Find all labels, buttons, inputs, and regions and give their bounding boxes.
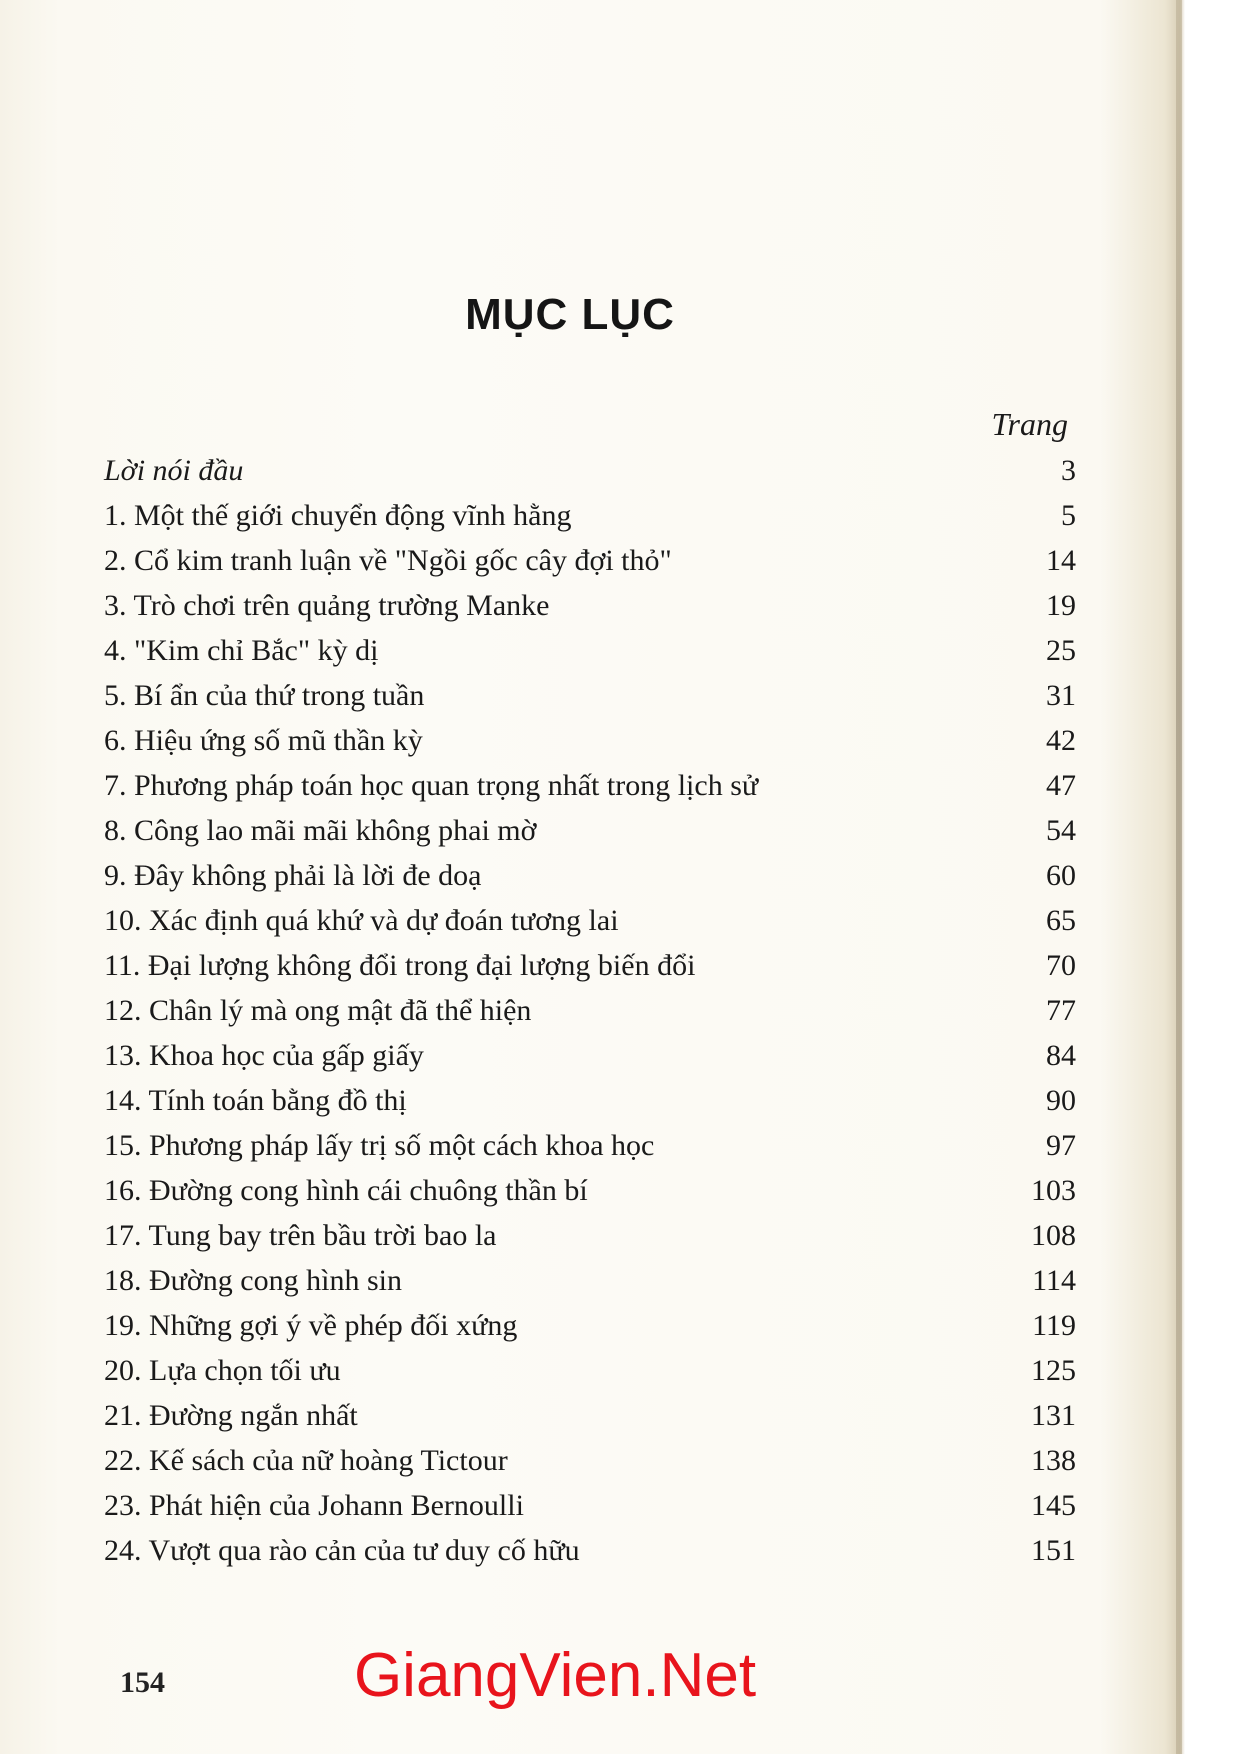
toc-entry-page: 31 bbox=[1046, 679, 1076, 712]
toc-entry-label: 10. Xác định quá khứ và dự đoán tương lai bbox=[104, 904, 619, 937]
toc-entry-label: 20. Lựa chọn tối ưu bbox=[104, 1354, 341, 1387]
toc-entry-page: 70 bbox=[1046, 949, 1076, 982]
toc-entry-label: 21. Đường ngắn nhất bbox=[104, 1399, 358, 1432]
toc-entry-page: 145 bbox=[1031, 1489, 1076, 1522]
toc-entry-page: 19 bbox=[1046, 589, 1076, 622]
toc-entry-label: 16. Đường cong hình cái chuông thần bí bbox=[104, 1174, 588, 1207]
toc-row bbox=[104, 583, 1076, 628]
page-number: 154 bbox=[120, 1666, 165, 1699]
toc-entry-label: 8. Công lao mãi mãi không phai mờ bbox=[104, 814, 537, 847]
toc-row bbox=[104, 1258, 1076, 1303]
toc-entry-label: 18. Đường cong hình sin bbox=[104, 1264, 402, 1297]
toc-entry-page: 119 bbox=[1032, 1309, 1076, 1342]
toc-row bbox=[104, 628, 1076, 673]
toc-row bbox=[104, 763, 1076, 808]
toc-entry-page: 138 bbox=[1031, 1444, 1076, 1477]
table-of-contents bbox=[104, 448, 1076, 1573]
watermark-text: GiangVien.Net bbox=[353, 1641, 757, 1710]
toc-entry-page: 131 bbox=[1031, 1399, 1076, 1432]
toc-entry-label: 13. Khoa học của gấp giấy bbox=[104, 1039, 424, 1072]
toc-row bbox=[104, 1078, 1076, 1123]
toc-row bbox=[104, 808, 1076, 853]
page-title: MỤC LỤC bbox=[465, 290, 675, 339]
toc-row bbox=[104, 538, 1076, 583]
toc-entry-page: 25 bbox=[1046, 634, 1076, 667]
toc-entry-label: 17. Tung bay trên bầu trời bao la bbox=[104, 1219, 497, 1252]
toc-entry-label: 2. Cổ kim tranh luận về "Ngồi gốc cây đợi thỏ" bbox=[104, 544, 672, 577]
toc-row bbox=[104, 493, 1076, 538]
toc-row bbox=[104, 1123, 1076, 1168]
toc-entry-page: 14 bbox=[1046, 544, 1076, 577]
toc-entry-label: 23. Phát hiện của Johann Bernoulli bbox=[104, 1489, 524, 1522]
toc-entry-label: 22. Kế sách của nữ hoàng Tictour bbox=[104, 1444, 508, 1477]
toc-entry-page: 90 bbox=[1046, 1084, 1076, 1117]
toc-entry-label: 9. Đây không phải là lời đe doạ bbox=[104, 859, 482, 892]
toc-entry-label: 1. Một thế giới chuyển động vĩnh hằng bbox=[104, 499, 572, 532]
toc-entry-label: 19. Những gợi ý về phép đối xứng bbox=[104, 1309, 518, 1342]
toc-row bbox=[104, 448, 1076, 493]
toc-row bbox=[104, 1483, 1076, 1528]
toc-entry-label: 3. Trò chơi trên quảng trường Manke bbox=[104, 589, 550, 622]
toc-entry-label: Lời nói đầu bbox=[104, 454, 244, 487]
toc-row bbox=[104, 673, 1076, 718]
toc-entry-page: 60 bbox=[1046, 859, 1076, 892]
toc-entry-page: 108 bbox=[1031, 1219, 1076, 1252]
toc-entry-page: 65 bbox=[1046, 904, 1076, 937]
toc-entry-label: 14. Tính toán bằng đồ thị bbox=[104, 1084, 407, 1117]
toc-entry-label: 6. Hiệu ứng số mũ thần kỳ bbox=[104, 724, 423, 757]
toc-row bbox=[104, 1168, 1076, 1213]
toc-entry-label: 15. Phương pháp lấy trị số một cách khoa học bbox=[104, 1129, 655, 1162]
toc-row bbox=[104, 1303, 1076, 1348]
toc-row bbox=[104, 1033, 1076, 1078]
toc-entry-page: 3 bbox=[1061, 454, 1076, 487]
toc-entry-page: 84 bbox=[1046, 1039, 1076, 1072]
toc-row bbox=[104, 1213, 1076, 1258]
toc-entry-label: 12. Chân lý mà ong mật đã thể hiện bbox=[104, 994, 532, 1027]
toc-row bbox=[104, 1438, 1076, 1483]
toc-entry-page: 103 bbox=[1031, 1174, 1076, 1207]
toc-entry-label: 24. Vượt qua rào cản của tư duy cố hữu bbox=[104, 1534, 580, 1567]
toc-entry-page: 151 bbox=[1031, 1534, 1076, 1567]
toc-row bbox=[104, 898, 1076, 943]
toc-row bbox=[104, 1528, 1076, 1573]
toc-entry-page: 47 bbox=[1046, 769, 1076, 802]
toc-entry-page: 125 bbox=[1031, 1354, 1076, 1387]
toc-row bbox=[104, 988, 1076, 1033]
toc-row bbox=[104, 943, 1076, 988]
toc-entry-page: 77 bbox=[1046, 994, 1076, 1027]
toc-entry-label: 11. Đại lượng không đổi trong đại lượng biến đổi bbox=[104, 949, 696, 982]
toc-entry-page: 114 bbox=[1032, 1264, 1076, 1297]
toc-entry-page: 97 bbox=[1046, 1129, 1076, 1162]
toc-entry-label: 7. Phương pháp toán học quan trọng nhất trong lịch sử bbox=[104, 769, 759, 802]
toc-row bbox=[104, 853, 1076, 898]
page-edge-shadow bbox=[1176, 0, 1182, 1754]
toc-entry-page: 5 bbox=[1061, 499, 1076, 532]
toc-entry-page: 54 bbox=[1046, 814, 1076, 847]
toc-row bbox=[104, 1348, 1076, 1393]
toc-entry-label: 4. "Kim chỉ Bắc" kỳ dị bbox=[104, 634, 379, 667]
toc-row bbox=[104, 1393, 1076, 1438]
toc-row bbox=[104, 718, 1076, 763]
toc-entry-label: 5. Bí ẩn của thứ trong tuần bbox=[104, 679, 425, 712]
page-column-header: Trang bbox=[991, 406, 1068, 442]
toc-entry-page: 42 bbox=[1046, 724, 1076, 757]
